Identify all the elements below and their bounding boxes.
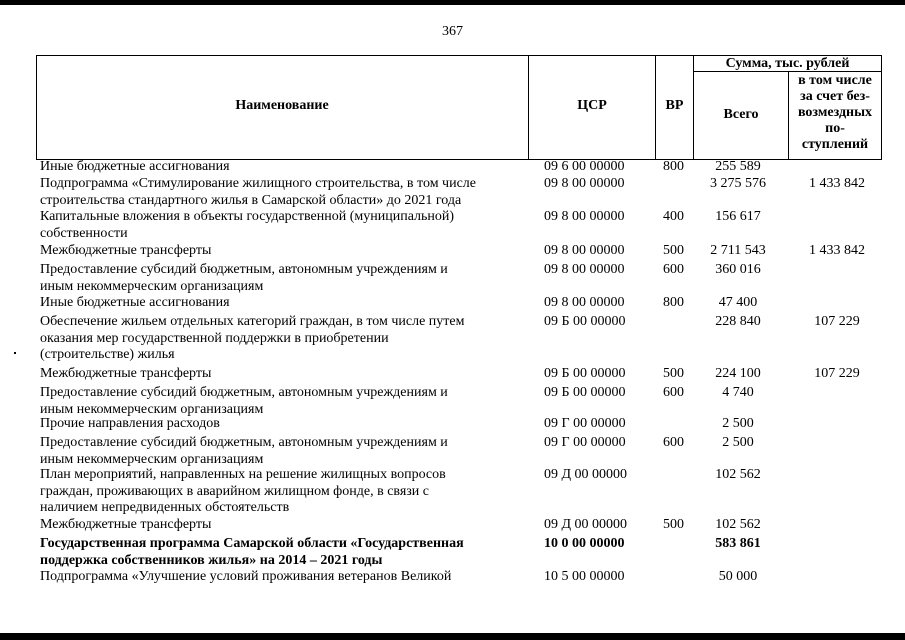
row-name-line: Межбюджетные трансферты xyxy=(40,366,212,381)
row-total: 102 562 xyxy=(715,517,761,532)
row-total: 224 100 xyxy=(715,366,761,381)
row-name-line: Подпрограмма «Стимулирование жилищного строительства, в том числе xyxy=(40,176,477,191)
bottom-border xyxy=(0,633,905,640)
row-vr: 600 xyxy=(663,262,684,277)
row-name-line: собственности xyxy=(40,225,128,241)
row-csr: 09 8 00 00000 xyxy=(544,209,625,224)
row-csr: 09 Г 00 00000 xyxy=(544,435,626,450)
row-name-line: Прочие направления расходов xyxy=(40,416,220,431)
row-vr: 500 xyxy=(663,517,684,532)
row-name xyxy=(40,416,518,433)
row-total: 583 861 xyxy=(715,536,761,551)
row-csr: 09 Б 00 00000 xyxy=(544,366,626,381)
header-gratis-line: возмездных xyxy=(797,105,873,120)
row-csr: 09 Д 00 00000 xyxy=(544,467,628,482)
row-name-line: Подпрограмма «Улучшение условий проживания ветеранов Великой xyxy=(40,569,452,584)
row-name xyxy=(40,314,518,364)
row-vr: 500 xyxy=(663,243,684,258)
row-csr: 10 5 00 00000 xyxy=(544,569,625,584)
row-name xyxy=(40,243,518,260)
row-name-line: иным некоммерческим организациям xyxy=(40,451,264,467)
row-name-line: оказания мер государственной поддержки в приобретении xyxy=(40,330,389,346)
header-gratis xyxy=(789,73,881,153)
row-name-line: Межбюджетные трансферты xyxy=(40,517,212,532)
row-name-line: План мероприятий, направленных на решение жилищных вопросов xyxy=(40,467,446,482)
row-name xyxy=(40,176,518,209)
row-name xyxy=(40,209,518,242)
header-sum-group: Сумма, тыс. рублей xyxy=(725,56,850,71)
row-name-line: Обеспечение жильем отдельных категорий граждан, в том числе путем xyxy=(40,314,465,329)
row-name xyxy=(40,366,518,383)
row-gratis: 1 433 842 xyxy=(809,243,865,258)
row-name xyxy=(40,517,518,534)
row-total: 102 562 xyxy=(715,467,761,482)
row-vr: 600 xyxy=(663,385,684,400)
row-total: 228 840 xyxy=(715,314,761,329)
row-total: 2 500 xyxy=(722,435,754,450)
row-name xyxy=(40,385,518,418)
row-total: 156 617 xyxy=(715,209,761,224)
row-total: 50 000 xyxy=(718,569,758,584)
row-csr: 09 8 00 00000 xyxy=(544,262,625,277)
top-border xyxy=(0,0,905,5)
header-name: Наименование xyxy=(235,98,329,113)
row-name-line: (строительстве) жилья xyxy=(40,347,175,362)
header-csr: ЦСР xyxy=(577,98,607,113)
row-name-line: поддержка собственников жилья» на 2014 – 2021 годы xyxy=(40,552,383,568)
row-name-line: Иные бюджетные ассигнования xyxy=(40,295,230,310)
row-csr: 09 Б 00 00000 xyxy=(544,314,626,329)
row-name-line: граждан, проживающих в аварийном жилищном фонде, в связи с xyxy=(40,483,430,499)
header-gratis-line: в том числе xyxy=(798,73,872,88)
row-name-line: Предоставление субсидий бюджетным, автономным учреждениям и xyxy=(40,262,448,277)
row-name-line: Предоставление субсидий бюджетным, автономным учреждениям и xyxy=(40,385,448,400)
header-total: Всего xyxy=(723,107,759,122)
row-total: 3 275 576 xyxy=(710,176,766,191)
row-csr: 09 Г 00 00000 xyxy=(544,416,626,431)
page-number: 367 xyxy=(442,24,463,39)
header-right-border xyxy=(881,55,882,160)
row-csr: 10 0 00 00000 xyxy=(544,536,625,551)
row-total: 4 740 xyxy=(722,385,754,400)
row-csr: 09 Д 00 00000 xyxy=(544,517,628,532)
row-total: 255 589 xyxy=(715,159,761,174)
header-gratis-line: за счет без- xyxy=(800,89,870,104)
row-csr: 09 8 00 00000 xyxy=(544,295,625,310)
row-name-line: Государственная программа Самарской области «Государственная xyxy=(40,536,464,551)
row-total: 47 400 xyxy=(718,295,758,310)
header-gratis-line: ступлений xyxy=(801,137,869,152)
row-name-line: наличием непредвиденных обстоятельств xyxy=(40,500,290,515)
row-csr: 09 8 00 00000 xyxy=(544,243,625,258)
row-name-line: строительства стандартного жилья в Самарской области» до 2021 года xyxy=(40,192,462,208)
row-total: 2 711 543 xyxy=(710,243,766,258)
header-gratis-line: по- xyxy=(825,121,845,136)
row-name-line: иным некоммерческим организациям xyxy=(40,401,264,417)
scan-mark xyxy=(14,352,16,354)
row-gratis: 1 433 842 xyxy=(809,176,865,191)
row-name xyxy=(40,159,518,176)
row-name-line: Межбюджетные трансферты xyxy=(40,243,212,258)
row-vr: 500 xyxy=(663,366,684,381)
row-csr: 09 Б 00 00000 xyxy=(544,385,626,400)
row-csr: 09 8 00 00000 xyxy=(544,176,625,191)
row-total: 360 016 xyxy=(715,262,761,277)
row-vr: 800 xyxy=(663,295,684,310)
row-vr: 600 xyxy=(663,435,684,450)
row-name xyxy=(40,569,518,586)
row-vr: 400 xyxy=(663,209,684,224)
row-name xyxy=(40,295,518,312)
header-vr: ВР xyxy=(665,98,684,113)
row-name xyxy=(40,262,518,295)
row-name xyxy=(40,536,518,569)
row-total: 2 500 xyxy=(722,416,754,431)
row-name-line: Капитальные вложения в объекты государственной (муниципальной) xyxy=(40,209,455,224)
row-name-line: Иные бюджетные ассигнования xyxy=(40,159,230,174)
row-name xyxy=(40,467,518,517)
row-csr: 09 6 00 00000 xyxy=(544,159,625,174)
row-name xyxy=(40,435,518,468)
row-gratis: 107 229 xyxy=(814,366,860,381)
row-name-line: иным некоммерческим организациям xyxy=(40,278,264,294)
row-gratis: 107 229 xyxy=(814,314,860,329)
row-name-line: Предоставление субсидий бюджетным, автономным учреждениям и xyxy=(40,435,448,450)
row-vr: 800 xyxy=(663,159,684,174)
